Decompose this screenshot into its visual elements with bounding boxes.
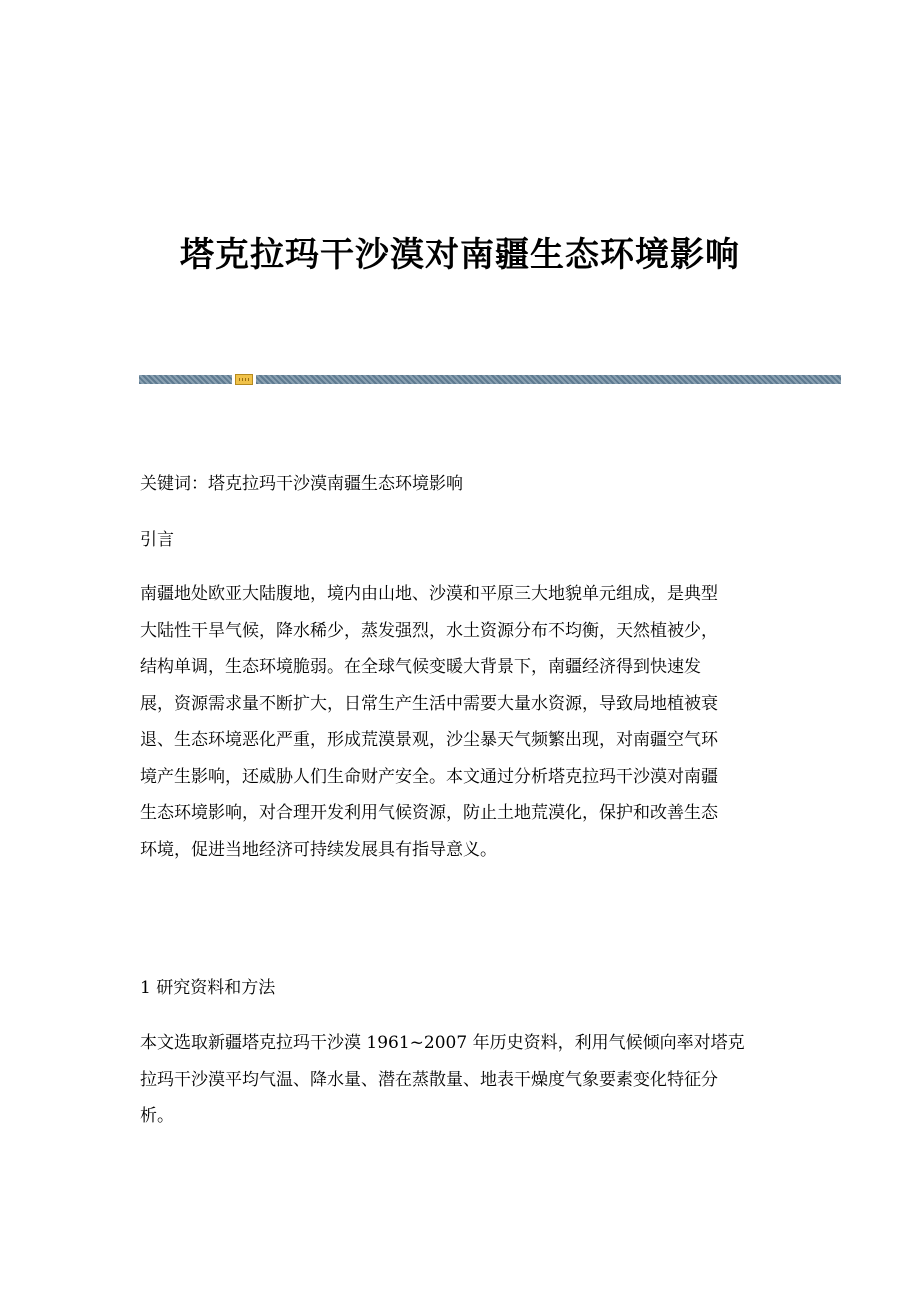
divider-ornament-icon xyxy=(235,374,253,385)
intro-paragraph xyxy=(140,576,790,868)
intro-line: 南疆地处欧亚大陆腹地，境内由山地、沙漠和平原三大地貌单元组成，是典型 xyxy=(140,584,718,604)
intro-line: 展，资源需求量不断扩大，日常生产生活中需要大量水资源，导致局地植被衰 xyxy=(140,693,718,714)
section-1-line: 析。 xyxy=(140,1106,174,1126)
intro-line: 境产生影响，还威胁人们生命财产安全。本文通过分析塔克拉玛干沙漠对南疆 xyxy=(140,766,718,787)
intro-line: 生态环境影响，对合理开发利用气候资源，防止土地荒漠化，保护和改善生态 xyxy=(140,803,718,823)
section-1-line: 拉玛干沙漠平均气温、降水量、潜在蒸散量、地表干燥度气象要素变化特征分 xyxy=(140,1069,718,1090)
title-divider xyxy=(139,375,841,384)
divider-bar-left xyxy=(139,375,232,384)
section-heading-1: 1 研究资料和方法 xyxy=(140,978,276,998)
section-heading-intro: 引言 xyxy=(140,530,174,550)
intro-line: 环境，促进当地经济可持续发展具有指导意义。 xyxy=(140,839,497,860)
section-1-line: 本文选取新疆塔克拉玛干沙漠 1961~2007 年历史资料，利用气候倾向率对塔克 xyxy=(140,1033,745,1053)
keywords-line: 关键词：塔克拉玛干沙漠南疆生态环境影响 xyxy=(140,474,463,494)
intro-line: 退、生态环境恶化严重，形成荒漠景观，沙尘暴天气频繁出现，对南疆空气环 xyxy=(140,730,718,750)
section-1-paragraph xyxy=(140,1025,790,1135)
intro-line: 结构单调，生态环境脆弱。在全球气候变暖大背景下，南疆经济得到快速发 xyxy=(140,657,701,677)
divider-bar-right xyxy=(256,375,841,384)
document-title: 塔克拉玛干沙漠对南疆生态环境影响 xyxy=(180,234,740,275)
intro-line: 大陆性干旱气候，降水稀少，蒸发强烈，水土资源分布不均衡，天然植被少， xyxy=(140,620,718,641)
